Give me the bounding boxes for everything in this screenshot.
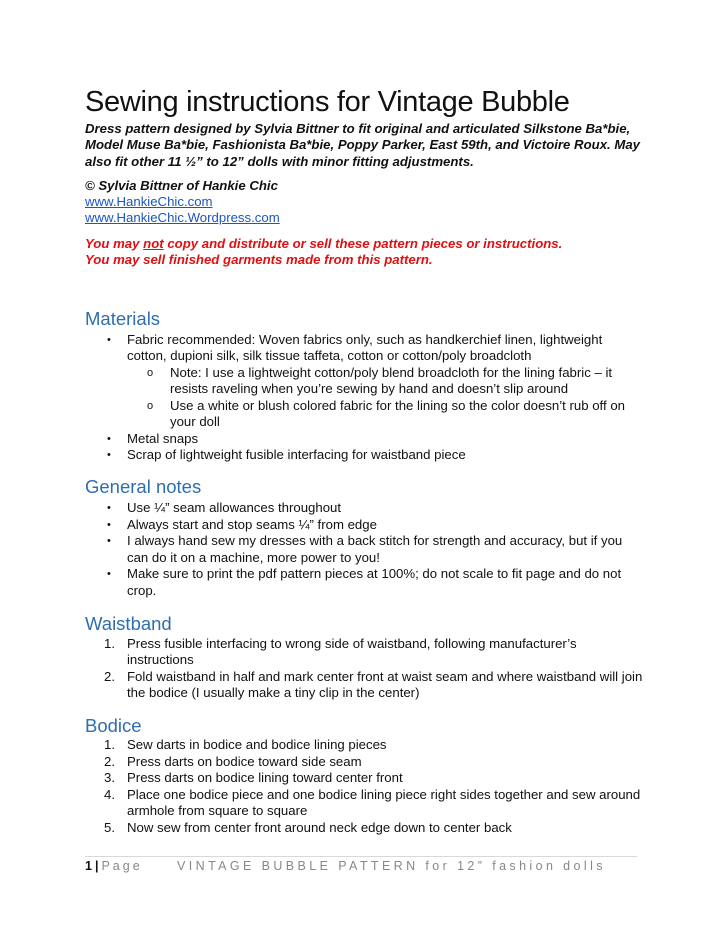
warning-emphasis: not <box>143 236 164 251</box>
footer-divider <box>85 856 637 857</box>
copyright-line: © Sylvia Bittner of Hankie Chic <box>85 178 278 193</box>
list-item <box>85 737 645 753</box>
list-item <box>85 398 645 430</box>
list-item <box>85 669 645 701</box>
bullet-icon: • <box>107 502 111 514</box>
bodice-list <box>85 737 645 837</box>
list-item <box>85 332 645 364</box>
list-item <box>85 365 645 397</box>
step-number: 5. <box>104 820 115 836</box>
list-item-text: Press darts on bodice lining toward center front <box>127 770 403 786</box>
sub-bullet-icon: o <box>147 366 154 379</box>
list-item <box>85 431 645 447</box>
document-subtitle: Dress pattern designed by Sylvia Bittner to fit original and articulated Silkstone Ba*bie, Model Muse Ba*bie, Fashionista Ba*bie, Poppy Parker, East 59th, and Victoire Roux. May also fit other 11 ½” to 12” dolls with minor fitting adjustments. <box>85 121 641 169</box>
list-item-text: Fold waistband in half and mark center front at waist seam and where waistband will join the bodice (I usually make a tiny clip in the center) <box>127 668 643 701</box>
step-number: 3. <box>104 770 115 786</box>
list-item-text: Always start and stop seams ¼” from edge <box>127 516 377 532</box>
waistband-list <box>85 636 645 702</box>
document-title: Sewing instructions for Vintage Bubble <box>85 86 570 118</box>
list-item <box>85 566 645 598</box>
list-item-text: Scrap of lightweight fusible interfacing for waistband piece <box>127 447 466 463</box>
page-number: 1 <box>85 859 92 873</box>
list-item-text: Press fusible interfacing to wrong side of waistband, following manufacturer’s instructions <box>127 636 577 668</box>
warning-text: You may <box>85 236 144 251</box>
list-item <box>85 787 645 819</box>
sub-bullet-icon: o <box>147 399 154 412</box>
bullet-icon: • <box>107 518 111 531</box>
warning-line-1 <box>85 236 562 252</box>
list-item <box>85 533 645 565</box>
step-number: 2. <box>104 668 115 684</box>
list-item <box>85 517 645 533</box>
list-item-text: Now sew from center front around neck edge down to center back <box>127 820 512 836</box>
warning-text: copy and distribute or sell these pattern pieces or instructions. <box>163 236 563 251</box>
list-item-text: Place one bodice piece and one bodice lining piece right sides together and sew around armhole from square to square <box>127 787 641 819</box>
list-item <box>85 447 645 463</box>
page-word: Page <box>101 859 143 873</box>
materials-list <box>85 332 645 464</box>
step-number: 1. <box>104 737 115 752</box>
waistband-heading: Waistband <box>85 613 172 634</box>
materials-heading: Materials <box>85 308 161 329</box>
bullet-icon: • <box>107 449 111 462</box>
list-item-text: I always hand sew my dresses with a back stitch for strength and accuracy, but if you can do it on a machine, more power to you! <box>127 533 623 565</box>
list-item-text: Sew darts in bodice and bodice lining pieces <box>127 737 387 752</box>
list-item <box>85 500 645 516</box>
bullet-icon: • <box>107 535 111 548</box>
list-item-text: Use a white or blush colored fabric for the lining so the color doesn’t rub off on your doll <box>170 397 625 430</box>
step-number: 1. <box>104 636 115 651</box>
list-item <box>85 754 645 770</box>
hankiechic-link[interactable]: www.HankieChic.com <box>85 194 213 209</box>
bodice-heading: Bodice <box>85 715 142 736</box>
general-notes-list <box>85 500 645 599</box>
step-number: 4. <box>104 787 115 803</box>
list-item <box>85 820 645 836</box>
list-item-text: Fabric recommended: Woven fabrics only, such as handkerchief linen, lightweight cotton, dupioni silk, silk tissue taffeta, cotton or cotton/poly broadcloth <box>127 332 603 364</box>
bullet-icon: • <box>107 568 111 581</box>
list-item <box>85 770 645 786</box>
general-notes-heading: General notes <box>85 476 202 497</box>
footer-separator: | <box>94 859 99 873</box>
step-number: 2. <box>104 753 115 769</box>
bullet-icon: • <box>107 334 111 346</box>
warning-line-2: You may sell finished garments made from this pattern. <box>85 252 433 267</box>
list-item-text: Note: I use a lightweight cotton/poly blend broadcloth for the lining fabric – it resists raveling when you’re sewing by hand and doesn’t slip around <box>170 364 613 397</box>
hankiechic-wordpress-link[interactable]: www.HankieChic.Wordpress.com <box>85 210 280 225</box>
list-item-text: Use ¼” seam allowances throughout <box>127 500 342 515</box>
list-item-text: Metal snaps <box>127 430 199 446</box>
list-item-text: Make sure to print the pdf pattern pieces at 100%; do not scale to fit page and do not crop. <box>127 566 622 598</box>
bullet-icon: • <box>107 432 111 445</box>
footer-title: VINTAGE BUBBLE PATTERN for 12” fashion dolls <box>177 859 606 873</box>
list-item <box>85 636 645 668</box>
list-item-text: Press darts on bodice toward side seam <box>127 753 362 769</box>
page-footer <box>85 858 606 874</box>
